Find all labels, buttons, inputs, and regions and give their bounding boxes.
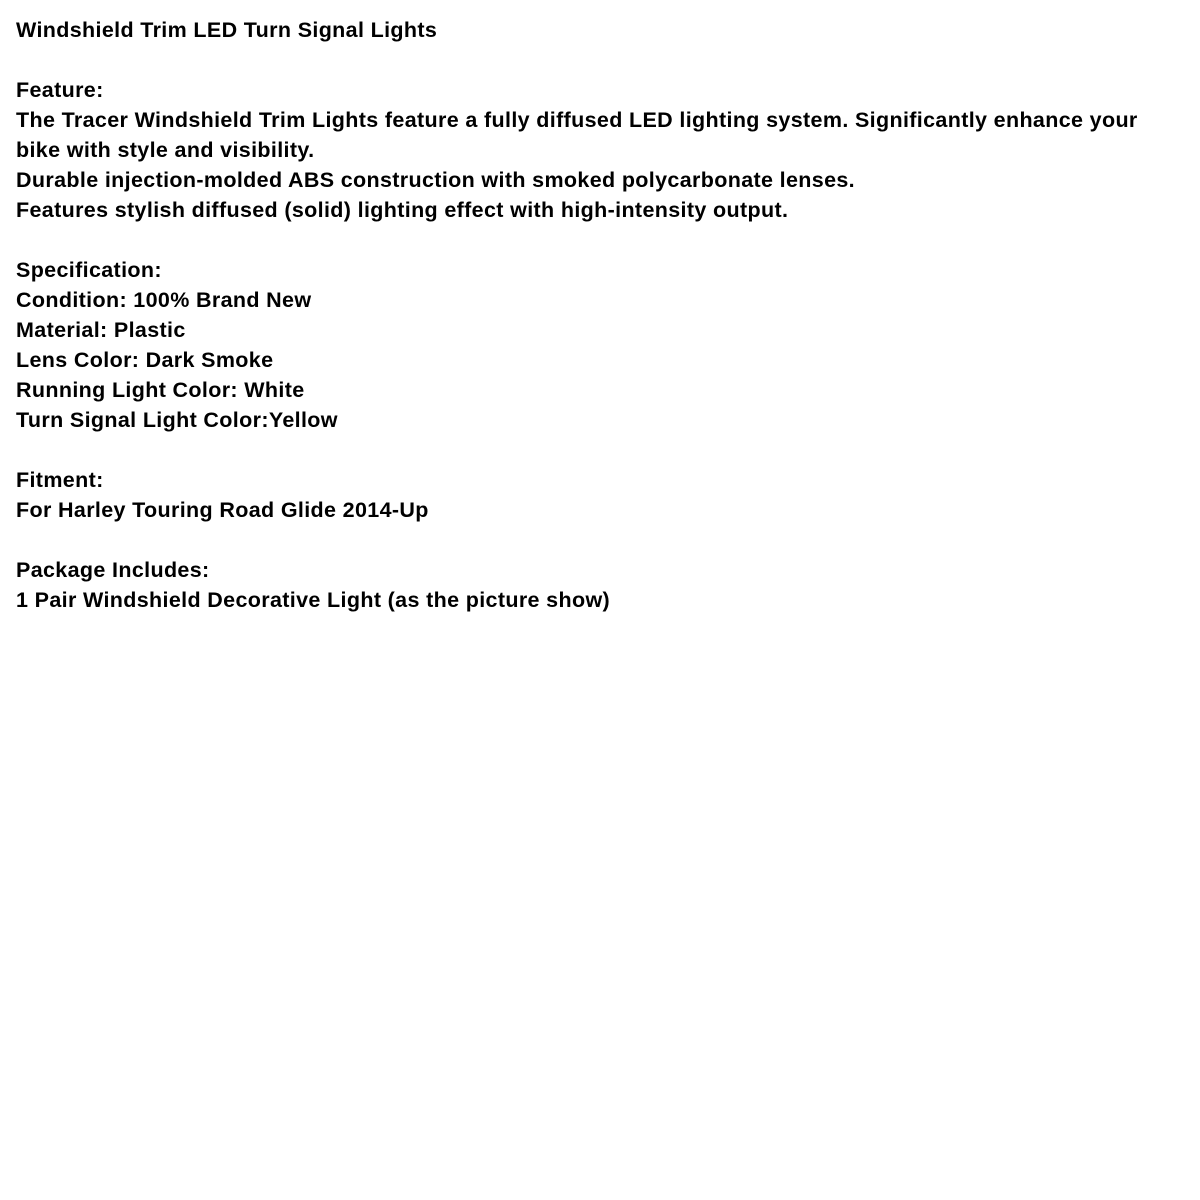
package-line: 1 Pair Windshield Decorative Light (as the picture show) <box>16 588 611 612</box>
package-heading: Package Includes: <box>16 558 210 582</box>
spec-line: Turn Signal Light Color:Yellow <box>16 408 338 432</box>
spec-line: Material: Plastic <box>16 318 186 342</box>
feature-heading: Feature: <box>16 78 104 102</box>
product-title: Windshield Trim LED Turn Signal Lights <box>16 18 438 42</box>
spec-line: Condition: 100% Brand New <box>16 288 312 312</box>
feature-line: Features stylish diffused (solid) lighting effect with high-intensity output. <box>16 198 789 222</box>
product-description <box>16 15 1186 615</box>
spacer <box>16 225 1186 255</box>
specification-heading: Specification: <box>16 258 162 282</box>
spec-line: Running Light Color: White <box>16 378 305 402</box>
fitment-heading: Fitment: <box>16 468 104 492</box>
spacer <box>16 45 1186 75</box>
feature-line: Durable injection-molded ABS construction with smoked polycarbonate lenses. <box>16 168 856 192</box>
spec-line: Lens Color: Dark Smoke <box>16 348 274 372</box>
feature-line: The Tracer Windshield Trim Lights feature a fully diffused LED lighting system. Significantly enhance your bike with style and visibility. <box>16 108 1144 162</box>
spacer <box>16 525 1186 555</box>
spacer <box>16 435 1186 465</box>
fitment-line: For Harley Touring Road Glide 2014-Up <box>16 498 429 522</box>
